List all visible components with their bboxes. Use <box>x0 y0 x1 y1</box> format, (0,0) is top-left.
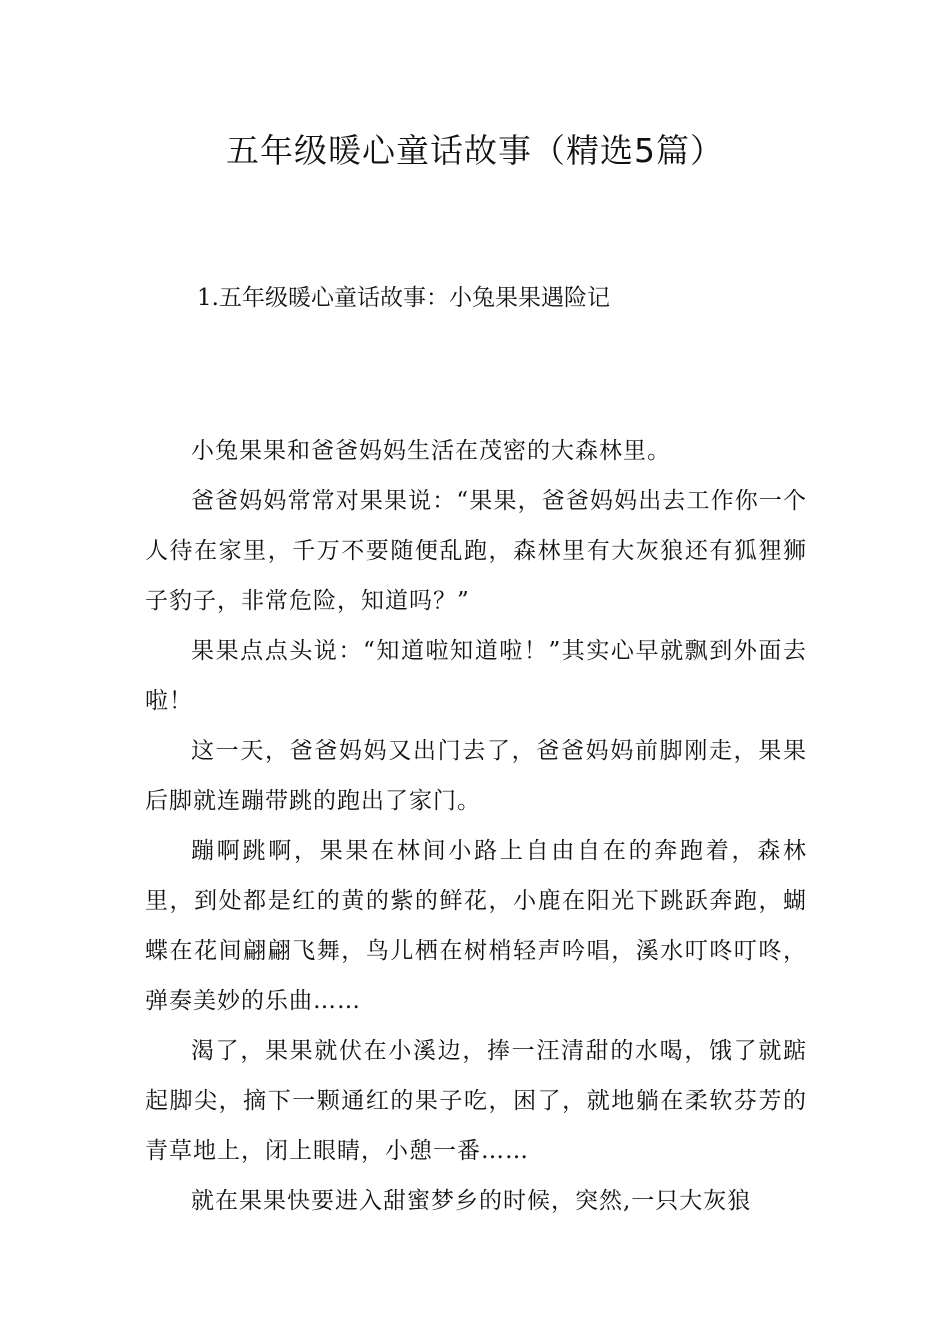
document-title: 五年级暖心童话故事（精选5篇） <box>226 131 724 170</box>
paragraph: 就在果果快要进入甜蜜梦乡的时候，突然,一只大灰狼 <box>191 1188 752 1214</box>
paragraph: 果果点点头说：“知道啦知道啦！”其实心早就飘到外面去啦！ <box>145 638 807 714</box>
paragraph: 蹦啊跳啊，果果在林间小路上自由自在的奔跑着，森林里，到处都是红的黄的紫的鲜花，小鹿在阳光下跳跃奔跑，蝴蝶在花间翩翩飞舞，鸟儿栖在树梢轻声吟唱，溪水叮咚叮咚，弹奏美妙的乐曲…… <box>145 838 807 1014</box>
paragraph: 这一天，爸爸妈妈又出门去了，爸爸妈妈前脚刚走，果果后脚就连蹦带跳的跑出了家门。 <box>145 738 807 814</box>
paragraph: 小兔果果和爸爸妈妈生活在茂密的大森林里。 <box>191 438 671 464</box>
paragraph: 渴了，果果就伏在小溪边，捧一汪清甜的水喝，饿了就踮起脚尖，摘下一颗通红的果子吃，困了，就地躺在柔软芬芳的青草地上，闭上眼睛，小憩一番…… <box>145 1038 807 1164</box>
paragraph: 爸爸妈妈常常对果果说：“果果，爸爸妈妈出去工作你一个人待在家里，千万不要随便乱跑，森林里有大灰狼还有狐狸狮子豹子，非常危险，知道吗？” <box>145 488 807 614</box>
story-heading: 1.五年级暖心童话故事：小兔果果遇险记 <box>197 285 610 311</box>
story-body <box>145 426 807 1226</box>
